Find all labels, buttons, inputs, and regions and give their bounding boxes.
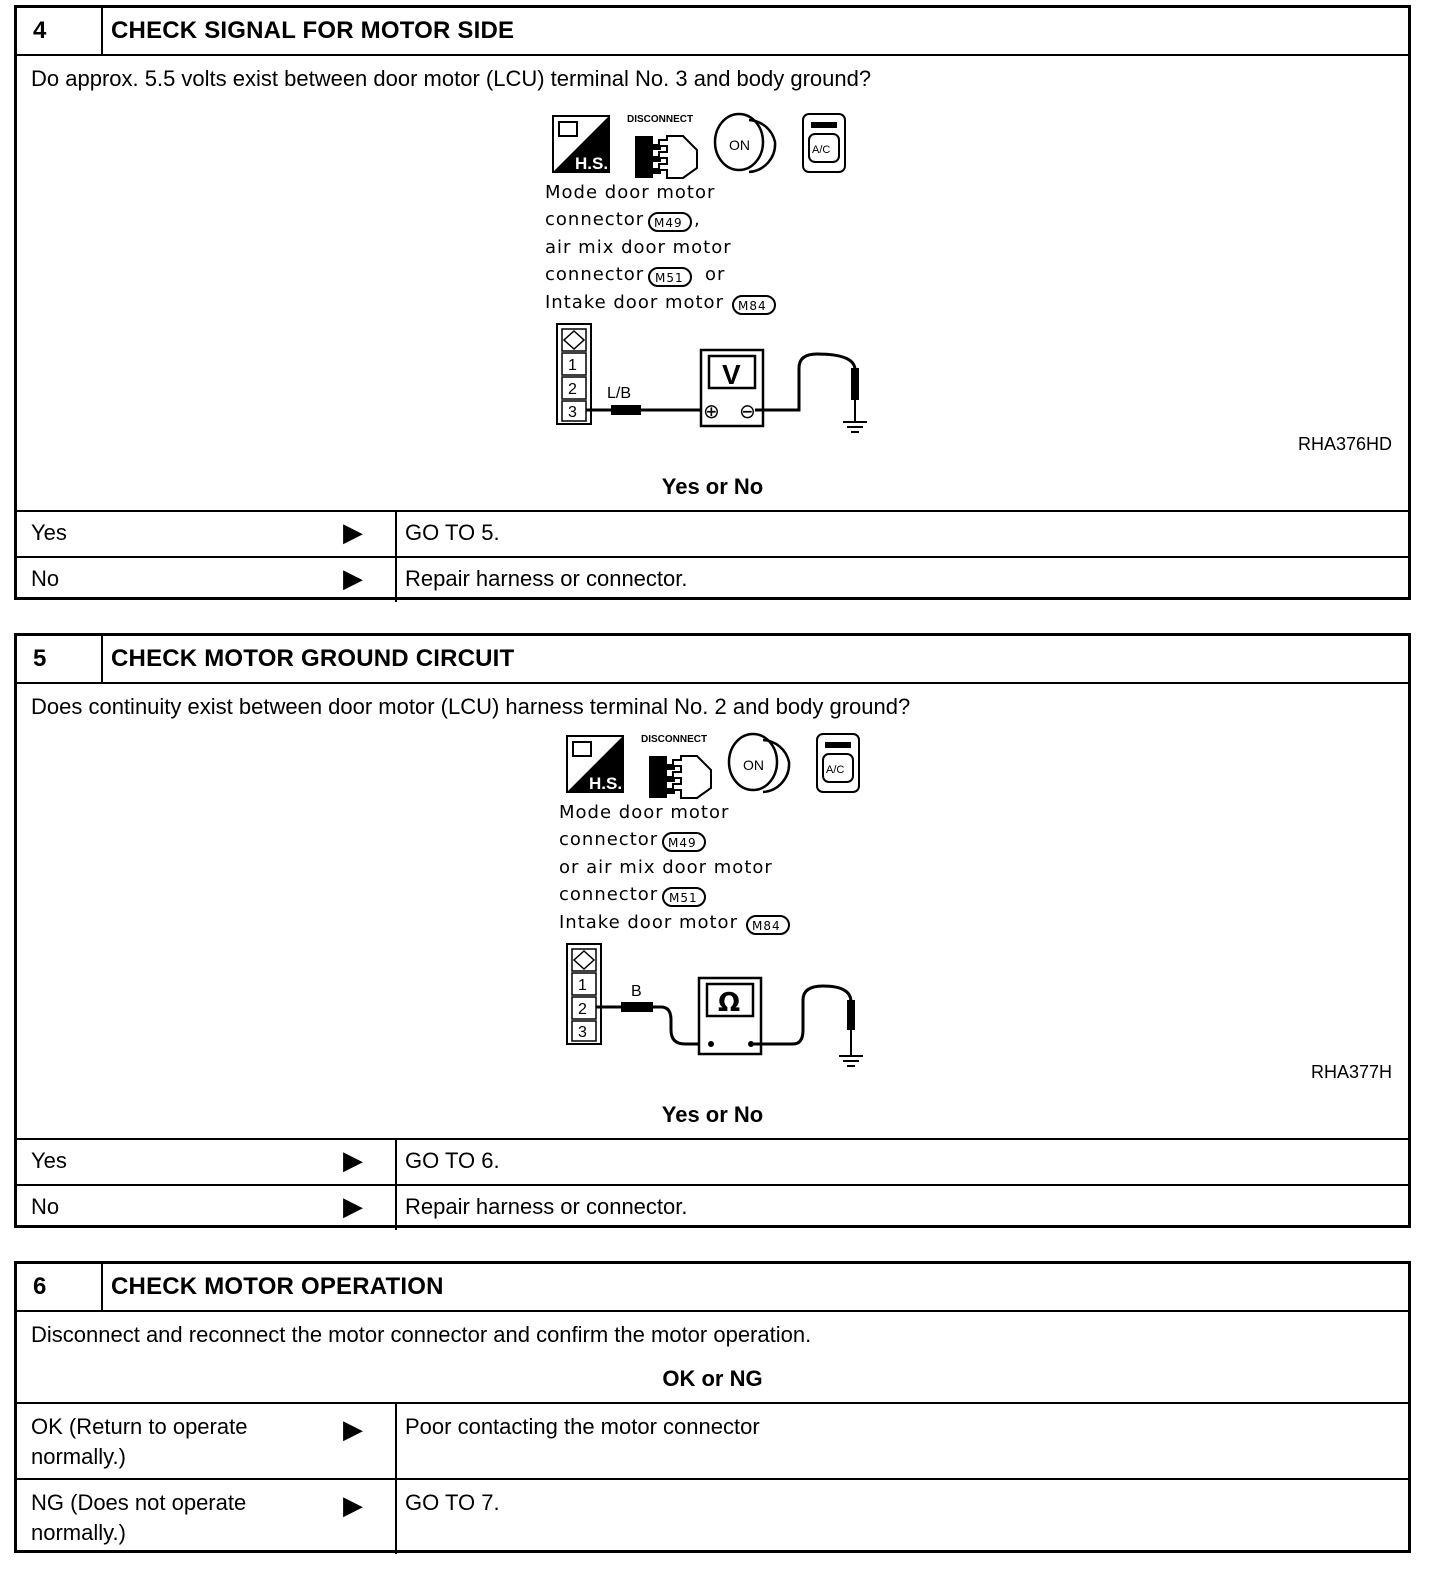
terminal-connector bbox=[557, 324, 591, 424]
figure-code: RHA377H bbox=[1310, 1062, 1392, 1082]
continuity-check-diagram bbox=[541, 730, 901, 1075]
answer-row-ok bbox=[17, 1404, 1408, 1480]
svg-text:Intake door motor: Intake door motor bbox=[545, 292, 724, 313]
svg-text:Mode door motor: Mode door motor bbox=[545, 182, 716, 203]
decision-label: Yes or No bbox=[661, 1102, 764, 1127]
step-number: 6 bbox=[17, 1264, 103, 1310]
svg-text:or: or bbox=[705, 264, 726, 285]
step-header bbox=[17, 8, 1408, 56]
answer-result: Repair harness or connector. bbox=[405, 1194, 688, 1219]
svg-text:1: 1 bbox=[578, 977, 587, 994]
answer-condition: No ▶ bbox=[17, 1186, 397, 1230]
ground-icon bbox=[843, 422, 867, 432]
connector-description bbox=[545, 182, 775, 314]
step-body bbox=[17, 56, 1408, 512]
arrow-right-icon: ▶ bbox=[343, 1414, 363, 1444]
answer-row-yes bbox=[17, 1140, 1408, 1186]
svg-text:⊕: ⊕ bbox=[703, 399, 720, 423]
answer-result: GO TO 7. bbox=[405, 1490, 500, 1515]
terminal-connector bbox=[567, 944, 601, 1044]
answer-result: Poor contacting the motor connector bbox=[405, 1414, 760, 1439]
svg-text:ON: ON bbox=[729, 137, 750, 153]
svg-text:V: V bbox=[722, 359, 741, 390]
svg-text:B: B bbox=[631, 983, 642, 1000]
answer-condition: No ▶ bbox=[17, 558, 397, 602]
svg-text:M49: M49 bbox=[654, 216, 683, 230]
step-header bbox=[17, 636, 1408, 684]
step-body bbox=[17, 684, 1408, 1140]
svg-text:3: 3 bbox=[568, 404, 577, 421]
arrow-right-icon: ▶ bbox=[343, 1490, 363, 1520]
answer-condition: NG (Does not operate normally.) ▶ bbox=[17, 1480, 397, 1554]
step-number: 4 bbox=[17, 8, 103, 54]
step-title: CHECK MOTOR OPERATION bbox=[111, 1273, 444, 1300]
probe-wire bbox=[586, 385, 707, 415]
answer-row-ng bbox=[17, 1480, 1408, 1554]
svg-text:M84: M84 bbox=[738, 299, 767, 313]
svg-text:M51: M51 bbox=[669, 891, 698, 905]
svg-text:2: 2 bbox=[578, 1001, 587, 1018]
step-title: CHECK MOTOR GROUND CIRCUIT bbox=[111, 645, 515, 672]
ignition-on-icon bbox=[715, 114, 775, 172]
svg-text:L/B: L/B bbox=[607, 385, 632, 402]
step-question: Does continuity exist between door motor (LCU) harness terminal No. 2 and body ground? bbox=[31, 694, 911, 719]
answer-condition: OK (Return to operate normally.) ▶ bbox=[17, 1404, 397, 1478]
svg-text:ON: ON bbox=[743, 757, 764, 773]
step-number: 5 bbox=[17, 636, 103, 682]
svg-text:H.S.: H.S. bbox=[589, 774, 623, 793]
disconnect-icon bbox=[641, 734, 711, 798]
svg-text:A/C: A/C bbox=[812, 144, 831, 156]
voltmeter bbox=[701, 350, 763, 426]
svg-text:1: 1 bbox=[568, 357, 577, 374]
svg-text:Ω: Ω bbox=[718, 988, 741, 1018]
svg-text:⊖: ⊖ bbox=[739, 399, 756, 423]
svg-text:2: 2 bbox=[568, 381, 577, 398]
step-header bbox=[17, 1264, 1408, 1312]
probe-wire bbox=[596, 983, 711, 1044]
svg-text:connector: connector bbox=[559, 884, 659, 905]
step-5-table bbox=[14, 633, 1411, 1228]
svg-text:H.S.: H.S. bbox=[575, 154, 609, 173]
arrow-right-icon: ▶ bbox=[343, 1145, 363, 1175]
hs-icon bbox=[553, 116, 609, 173]
answer-row-no bbox=[17, 558, 1408, 602]
connector-description bbox=[559, 802, 789, 934]
svg-text:M49: M49 bbox=[668, 836, 697, 850]
ground-lead bbox=[751, 986, 855, 1056]
answer-result: Repair harness or connector. bbox=[405, 566, 688, 591]
svg-text:Mode door motor: Mode door motor bbox=[559, 802, 730, 823]
ac-switch-icon bbox=[803, 114, 845, 172]
svg-text:air mix door motor: air mix door motor bbox=[545, 237, 732, 258]
svg-text:3: 3 bbox=[578, 1024, 587, 1041]
disconnect-icon bbox=[627, 114, 697, 178]
voltage-check-diagram bbox=[527, 110, 887, 440]
svg-text:connector: connector bbox=[545, 264, 645, 285]
step-body bbox=[17, 1312, 1408, 1404]
svg-text:M84: M84 bbox=[752, 919, 781, 933]
svg-text:connector: connector bbox=[559, 829, 659, 850]
answer-row-yes bbox=[17, 512, 1408, 558]
arrow-right-icon: ▶ bbox=[343, 1191, 363, 1221]
svg-text:connector: connector bbox=[545, 209, 645, 230]
step-question: Disconnect and reconnect the motor connector and confirm the motor operation. bbox=[31, 1322, 812, 1347]
step-question: Do approx. 5.5 volts exist between door motor (LCU) terminal No. 3 and body ground? bbox=[31, 66, 872, 91]
svg-text:DISCONNECT: DISCONNECT bbox=[627, 114, 694, 125]
ground-icon bbox=[839, 1056, 863, 1066]
figure-code: RHA376HD bbox=[1297, 434, 1392, 454]
step-4-table bbox=[14, 5, 1411, 600]
answer-condition: Yes ▶ bbox=[17, 512, 397, 556]
ignition-on-icon bbox=[729, 734, 789, 792]
svg-text:or air mix door motor: or air mix door motor bbox=[559, 857, 773, 878]
step-title: CHECK SIGNAL FOR MOTOR SIDE bbox=[111, 17, 515, 44]
ground-lead bbox=[755, 354, 859, 422]
svg-text:M51: M51 bbox=[655, 271, 684, 285]
hs-icon bbox=[567, 736, 623, 793]
step-6-table bbox=[14, 1261, 1411, 1553]
arrow-right-icon: ▶ bbox=[343, 563, 363, 593]
svg-text:,: , bbox=[694, 209, 701, 230]
decision-label: Yes or No bbox=[661, 474, 764, 499]
svg-text:Intake door motor: Intake door motor bbox=[559, 912, 738, 933]
svg-text:A/C: A/C bbox=[826, 764, 845, 776]
answer-row-no bbox=[17, 1186, 1408, 1230]
answer-condition: Yes ▶ bbox=[17, 1140, 397, 1184]
answer-result: GO TO 6. bbox=[405, 1148, 500, 1173]
decision-label: OK or NG bbox=[662, 1366, 763, 1391]
answer-result: GO TO 5. bbox=[405, 520, 500, 545]
svg-text:DISCONNECT: DISCONNECT bbox=[641, 734, 708, 745]
arrow-right-icon: ▶ bbox=[343, 517, 363, 547]
ac-switch-icon bbox=[817, 734, 859, 792]
